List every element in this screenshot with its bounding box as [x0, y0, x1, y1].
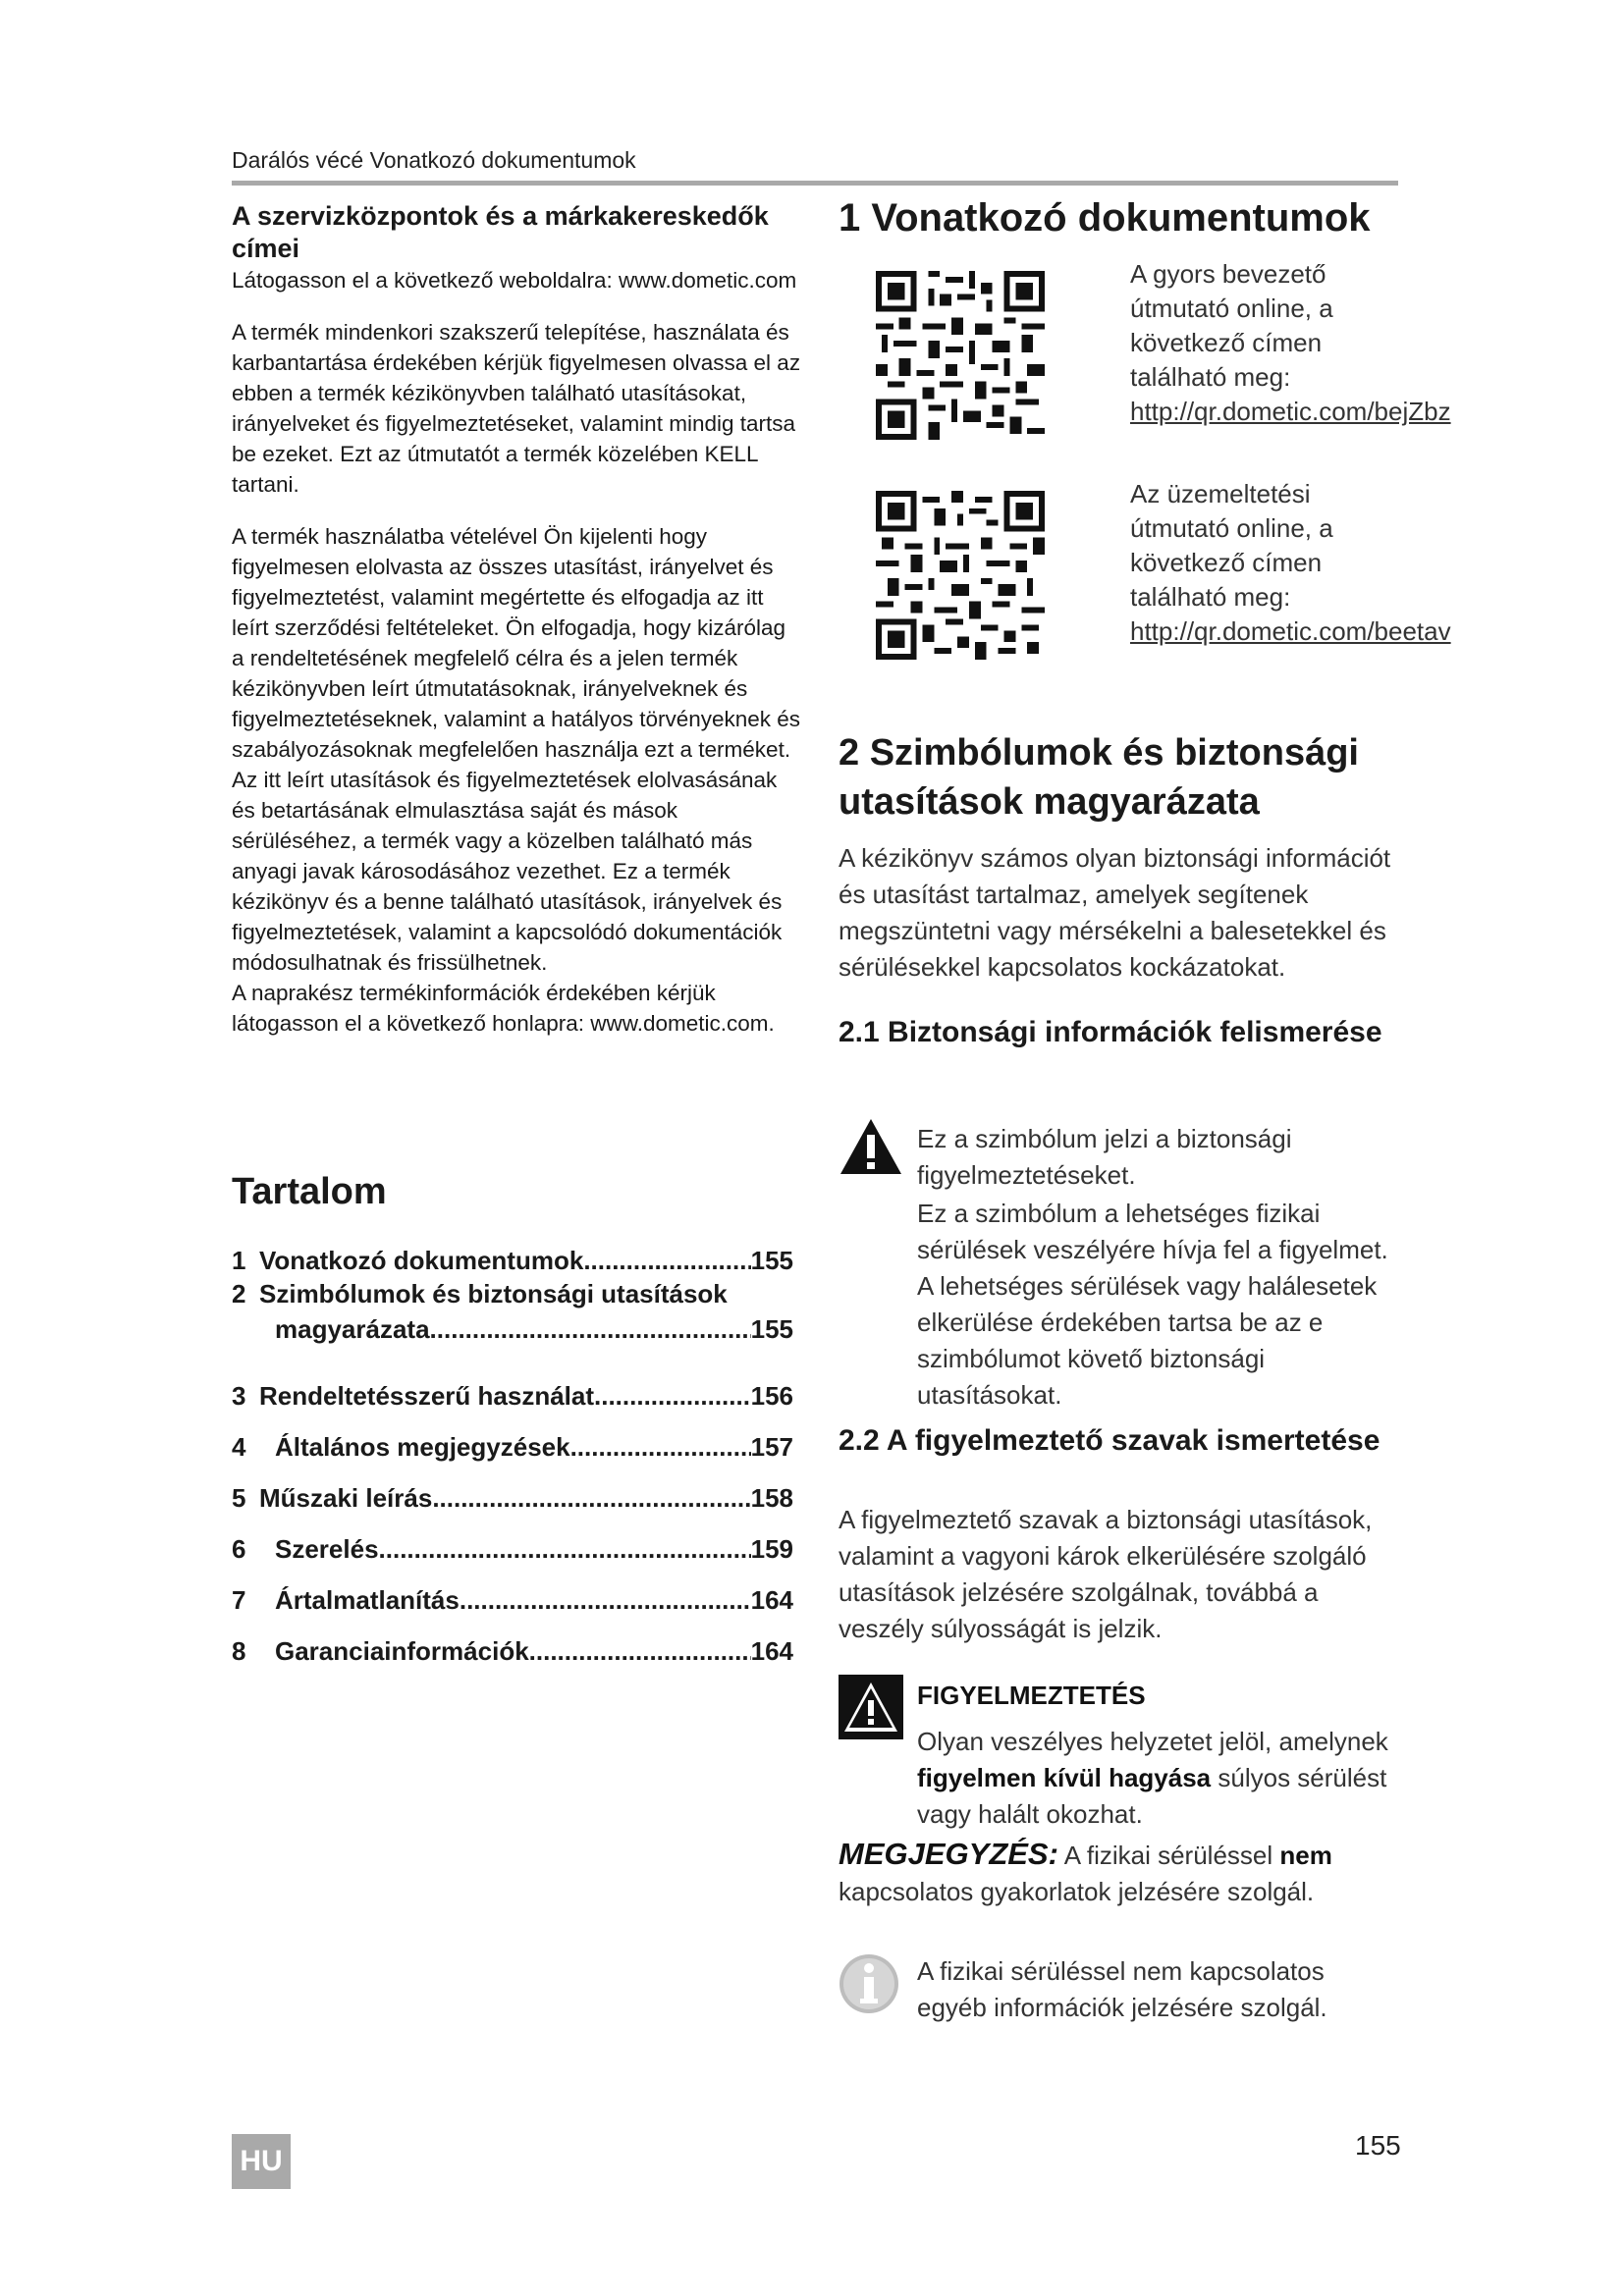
- toc-item-title: Általános megjegyzések: [275, 1432, 570, 1462]
- toc-item-6[interactable]: 6 Szerelés ..... 159: [232, 1514, 793, 1565]
- qr-block-operating-manual: [1130, 477, 1451, 649]
- toc-item-page: 164: [750, 1585, 793, 1615]
- warning-text: Olyan veszélyes helyzetet jelöl, amelynek figyelmen kívül hagyása súlyos sérülést vagy halált okozhat.: [917, 1727, 1388, 1829]
- toc-item-title: Szerelés: [275, 1534, 379, 1564]
- toc-item-page: 156: [750, 1381, 793, 1411]
- toc-item-2[interactable]: 2 Szimbólumok és biztonsági utasítások magyarázata ..... 155: [232, 1276, 793, 1347]
- qr-block-quick-guide: [1130, 257, 1451, 429]
- toc-item-page: 164: [750, 1636, 793, 1666]
- header-rule: [232, 181, 1398, 186]
- operating-manual-link[interactable]: http://qr.dometic.com/beetav: [1130, 616, 1451, 646]
- left-column: [232, 200, 801, 1039]
- toc-item-title: Garanciainformációk: [275, 1636, 529, 1666]
- qr-code-icon: [876, 271, 1045, 440]
- toc-item-page: 158: [750, 1483, 793, 1513]
- qr-code-icon: [876, 491, 1045, 660]
- toc-item-title: Ártalmatlanítás: [275, 1585, 460, 1615]
- warning-label: FIGYELMEZTETÉS: [917, 1681, 1146, 1710]
- qr-code-operating-manual[interactable]: [876, 491, 1045, 660]
- section-2-1-title: 2.1 Biztonsági információk felismerése: [839, 1016, 1382, 1048]
- qr-quick-guide-text: A gyors bevezető útmutató online, a következő címen található meg:: [1130, 259, 1333, 392]
- toc-item-title: Vonatkozó dokumentumok: [259, 1246, 584, 1275]
- toc-item-8[interactable]: 8 Garanciainformációk ..... 164: [232, 1616, 793, 1667]
- section-1-title: 1 Vonatkozó dokumentumok: [839, 196, 1371, 240]
- intro-paragraph-2: A termék használatba vételével Ön kijelenti hogy figyelmesen elolvasta az összes utasítást, irányelvet és figyelmeztetést, valamint megértette és elfogadja az itt leírt szerződési feltételeket. Ön elfogadja, hogy kizárólag a rendeltetésének megfelelő célra és a jelen termék kézikönyvben leírt útmutatásoknak, irányelveknek és figyelmeztetéseknek, valamint a hatályos törvényeknek és szabályozásoknak megfelelően használja ezt a terméket. Az itt leírt utasítások és figyelmeztetések elolvasásának és betartásának elmulasztása saját és mások sérüléséhez, a termék vagy a közelben található más anyagi javak károsodásához vezethet. Ez a termék kézikönyv és a benne található utasítások, irányelvek és figyelmeztetések, valamint a kapcsolódó dokumentációk módosulhatnak és frissülhetnek.: [232, 524, 801, 975]
- toc-item-title-cont: magyarázata: [275, 1314, 430, 1344]
- toc-item-title: Rendeltetésszerű használat: [259, 1381, 595, 1411]
- note-label: MEGJEGYZÉS:: [839, 1837, 1058, 1871]
- note-block: MEGJEGYZÉS: A fizikai sérüléssel nem kapcsolatos gyakorlatok jelzésére szolgál.: [839, 1837, 1332, 1906]
- toc-item-title: Szimbólumok és biztonsági utasítások: [259, 1279, 728, 1308]
- toc-item-page: 155: [750, 1246, 793, 1275]
- section-2-title: 2 Szimbólumok és biztonsági utasítások magyarázata: [839, 732, 1359, 823]
- language-badge: HU: [232, 2134, 291, 2189]
- quick-guide-link[interactable]: http://qr.dometic.com/bejZbz: [1130, 397, 1451, 426]
- section-2-1-text-1: Ez a szimbólum jelzi a biztonsági figyelmeztetéseket.: [917, 1124, 1292, 1190]
- qr-code-quick-guide[interactable]: [876, 271, 1045, 440]
- page-number: 155: [1355, 2130, 1401, 2161]
- toc-item-1[interactable]: 1 Vonatkozó dokumentumok ..... 155: [232, 1225, 793, 1276]
- intro-paragraph-3: A naprakész termékinformációk érdekében kérjük látogasson el a következő honlapra: www.dometic.com.: [232, 981, 775, 1036]
- address-title: A szervizközpontok és a márkakereskedők címei: [232, 201, 769, 263]
- toc-item-4[interactable]: 4 Általános megjegyzések ..... 157: [232, 1412, 793, 1463]
- warning-triangle-icon: [839, 1117, 903, 1176]
- address-text: Látogasson el a következő weboldalra: www.dometic.com: [232, 268, 797, 293]
- toc-item-title: Műszaki leírás: [259, 1483, 433, 1513]
- table-of-contents: [232, 1225, 793, 1667]
- toc-title: Tartalom: [232, 1171, 387, 1212]
- section-2-2-text: A figyelmeztető szavak a biztonsági utasítások, valamint a vagyoni károk elkerülésére szolgáló utasítások jelzésére szolgálnak, továbbá a veszély súlyosságát is jelzik.: [839, 1505, 1373, 1643]
- toc-item-page: 155: [750, 1314, 793, 1344]
- toc-item-page: 157: [750, 1432, 793, 1462]
- qr-operating-manual-text: Az üzemeltetési útmutató online, a következő címen található meg:: [1130, 479, 1333, 612]
- toc-item-7[interactable]: 7 Ártalmatlanítás ..... 164: [232, 1565, 793, 1616]
- intro-paragraph-1: A termék mindenkori szakszerű telepítése, használata és karbantartása érdekében kérjük figyelmesen olvassa el az ebben a termék kézikönyvben található utasításokat, irányelveket és figyelmeztetéseket, valamint mindig tartsa be ezeket. Ezt az útmutatót a termék közelében KELL tartani.: [232, 320, 801, 497]
- running-header: Darálós vécé Vonatkozó dokumentumok: [232, 147, 636, 173]
- warning-box-icon: [839, 1675, 903, 1739]
- info-icon: [839, 1953, 899, 2014]
- toc-item-5[interactable]: 5 Műszaki leírás ..... 158: [232, 1463, 793, 1514]
- toc-item-page: 159: [750, 1534, 793, 1564]
- section-2-2-title: 2.2 A figyelmeztető szavak ismertetése: [839, 1424, 1380, 1457]
- info-text: A fizikai sérüléssel nem kapcsolatos egyéb információk jelzésére szolgál.: [917, 1956, 1327, 2022]
- toc-item-3[interactable]: 3 Rendeltetésszerű használat ..... 156: [232, 1361, 793, 1412]
- section-2-1-text-2: Ez a szimbólum a lehetséges fizikai sérülések veszélyére hívja fel a figyelmet. A lehetséges sérülések vagy halálesetek elkerülése érdekében tartsa be az e szimbólumot követő biztonsági utasításokat.: [917, 1199, 1388, 1410]
- section-2-text: A kézikönyv számos olyan biztonsági információt és utasítást tartalmaz, amelyek segítenek megszüntetni vagy mérsékelni a balesetekkel és sérülésekkel kapcsolatos kockázatokat.: [839, 843, 1391, 982]
